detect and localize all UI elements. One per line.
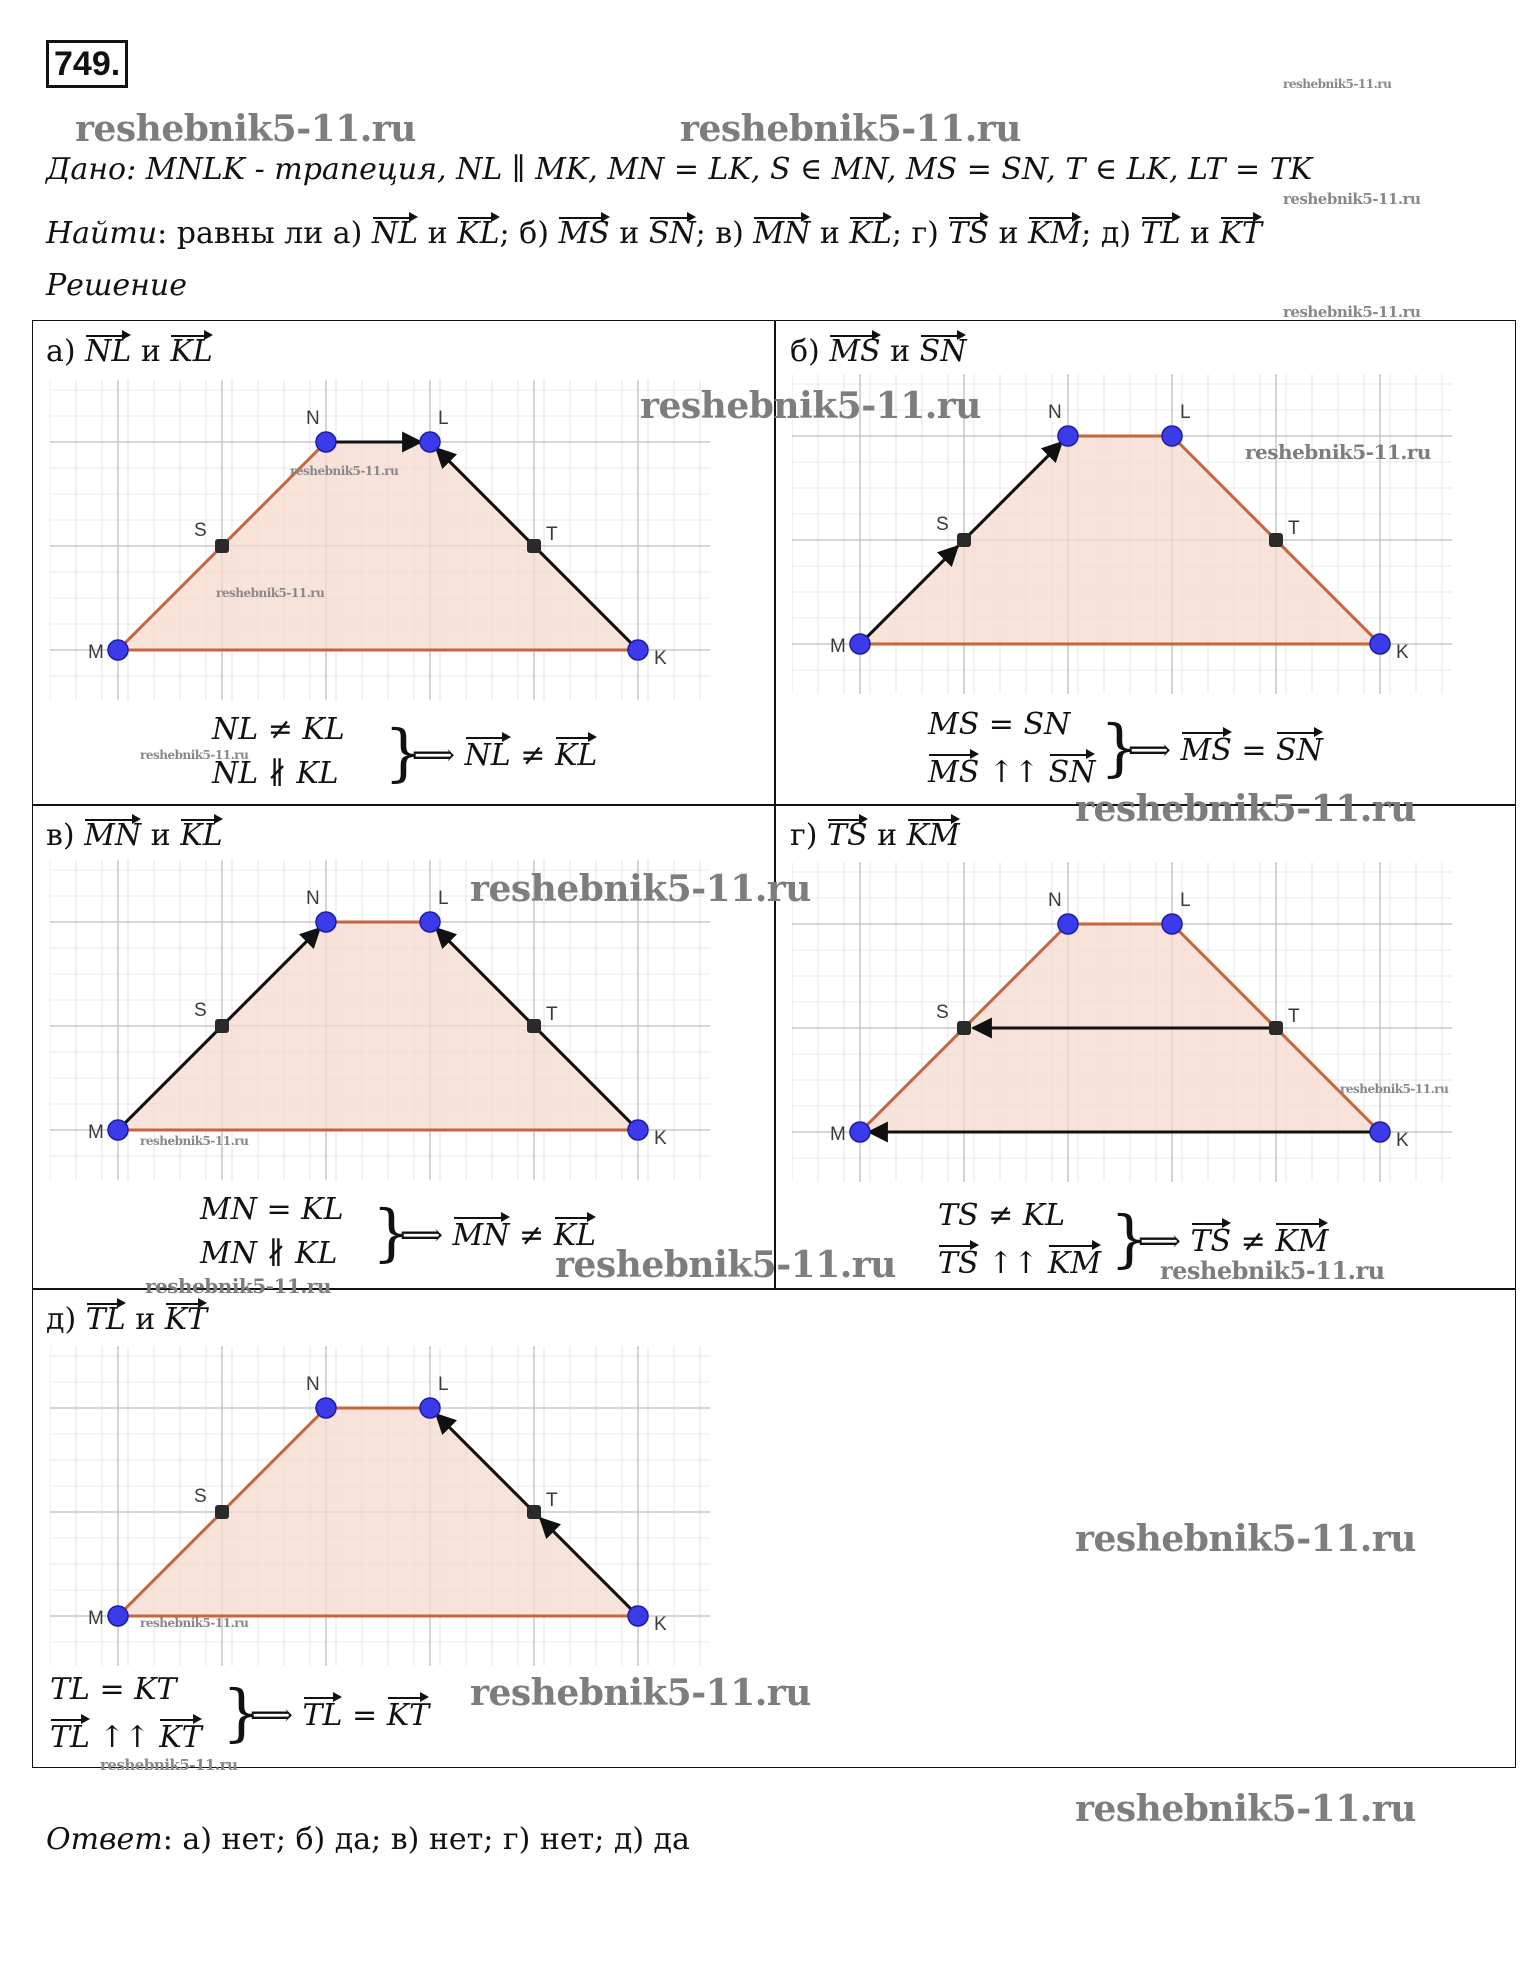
vertex-M xyxy=(108,1606,128,1626)
point-label-S: S xyxy=(936,1002,949,1023)
implies-arrow: ⟹ xyxy=(412,738,465,773)
part-letter: в) xyxy=(46,818,85,853)
part-conj: и xyxy=(125,1302,165,1337)
watermark: reshebnik5-11.ru xyxy=(1340,1082,1449,1096)
vertex-N xyxy=(316,432,336,452)
point-label-S: S xyxy=(194,1486,207,1507)
find-prefix: : равны ли xyxy=(157,216,324,251)
part-conj: и xyxy=(141,818,181,853)
watermark: reshebnik5-11.ru xyxy=(1283,190,1421,208)
part-conj: и xyxy=(131,334,171,369)
point-label-T: T xyxy=(546,524,558,545)
condition-2: MN ∦ KL xyxy=(200,1236,338,1271)
point-label-K: K xyxy=(654,1614,667,1635)
part-e-title xyxy=(46,1298,207,1337)
condition-2 xyxy=(928,749,1095,793)
part-d-title xyxy=(790,814,960,853)
part-conj: и xyxy=(880,334,920,369)
vertex-L xyxy=(420,912,440,932)
condition-1: MN = KL xyxy=(200,1192,344,1227)
part-vector: KM xyxy=(907,814,960,853)
find-item-sep: ; xyxy=(695,216,706,251)
part-letter: б) xyxy=(790,334,830,369)
condition-vector: TS xyxy=(938,1240,979,1284)
point-label-M: M xyxy=(88,1122,104,1143)
figure-d xyxy=(792,862,1452,1182)
point-label-S: S xyxy=(194,1000,207,1021)
result-relation: = xyxy=(1231,733,1277,768)
result-vector: KL xyxy=(554,1212,596,1256)
given-label: Дано xyxy=(46,152,127,187)
point-label-T: T xyxy=(546,1004,558,1025)
condition-vector: KM xyxy=(1048,1240,1101,1284)
point-label-T: T xyxy=(546,1490,558,1511)
find-item-sep: ; xyxy=(1081,216,1092,251)
watermark: reshebnik5-11.ru xyxy=(140,748,249,762)
watermark: reshebnik5-11.ru xyxy=(680,108,1021,150)
condition-relation: ↑↑ xyxy=(89,1720,160,1755)
midpoint-S xyxy=(957,533,971,547)
find-item-vector: KM xyxy=(1028,212,1081,251)
find-item-sep: ; xyxy=(499,216,510,251)
find-item-conj: и xyxy=(1180,216,1220,251)
problem-number: 749. xyxy=(46,40,128,88)
point-label-T: T xyxy=(1288,1006,1300,1027)
point-label-L: L xyxy=(438,408,449,429)
answer-text: : а) нет; б) да; в) нет; г) нет; д) да xyxy=(162,1822,690,1857)
watermark: reshebnik5-11.ru xyxy=(1283,77,1392,91)
watermark: reshebnik5-11.ru xyxy=(75,108,416,150)
part-a-title xyxy=(46,330,213,369)
answer-label: Ответ xyxy=(46,1822,163,1857)
result xyxy=(250,1692,429,1736)
part-vector: SN xyxy=(920,330,967,369)
result-relation: ≠ xyxy=(510,738,555,773)
vertex-N xyxy=(1058,426,1078,446)
point-label-N: N xyxy=(306,408,320,429)
midpoint-S xyxy=(215,539,229,553)
vertex-K xyxy=(1370,634,1390,654)
implies-arrow: ⟹ xyxy=(1138,1224,1191,1259)
point-label-M: M xyxy=(88,1608,104,1629)
midpoint-S xyxy=(215,1019,229,1033)
implies-arrow: ⟹ xyxy=(250,1698,303,1733)
watermark: reshebnik5-11.ru xyxy=(470,868,811,910)
condition-vector: KT xyxy=(159,1714,201,1758)
find-item-letter: в) xyxy=(705,216,754,251)
answer-line xyxy=(46,1822,690,1857)
result xyxy=(412,732,597,776)
result-vector: TL xyxy=(303,1692,343,1736)
result-vector: KT xyxy=(387,1692,429,1736)
part-vector: KT xyxy=(165,1298,207,1337)
midpoint-S xyxy=(215,1505,229,1519)
result-vector: MN xyxy=(453,1212,510,1256)
watermark: reshebnik5-11.ru xyxy=(1075,1788,1416,1830)
condition-2 xyxy=(50,1714,202,1758)
vertex-N xyxy=(316,1398,336,1418)
point-label-N: N xyxy=(306,1374,320,1395)
point-label-M: M xyxy=(830,636,846,657)
find-item-vector: MS xyxy=(558,212,609,251)
figure-a xyxy=(50,380,710,700)
point-label-K: K xyxy=(654,648,667,669)
watermark: reshebnik5-11.ru xyxy=(1283,303,1421,321)
midpoint-T xyxy=(527,1019,541,1033)
midpoint-T xyxy=(527,539,541,553)
vertex-N xyxy=(316,912,336,932)
condition-2: NL ∦ KL xyxy=(212,756,339,791)
brace: } xyxy=(384,716,424,789)
point-label-K: K xyxy=(1396,642,1409,663)
watermark: reshebnik5-11.ru xyxy=(470,1672,811,1714)
watermark: reshebnik5-11.ru xyxy=(1075,1518,1416,1560)
result-vector: KM xyxy=(1275,1218,1328,1262)
vertex-N xyxy=(1058,914,1078,934)
part-letter: а) xyxy=(46,334,86,369)
point-label-M: M xyxy=(88,642,104,663)
point-label-K: K xyxy=(654,1128,667,1149)
part-vector: MS xyxy=(829,330,880,369)
point-label-S: S xyxy=(936,514,949,535)
vertex-K xyxy=(628,1606,648,1626)
condition-1: MS = SN xyxy=(928,707,1071,742)
solution-label: Решение xyxy=(46,268,187,303)
condition-vector: MS xyxy=(928,749,979,793)
watermark: reshebnik5-11.ru xyxy=(555,1244,896,1286)
point-label-L: L xyxy=(1180,890,1191,911)
watermark: reshebnik5-11.ru xyxy=(140,1134,249,1148)
part-letter: г) xyxy=(790,818,827,853)
find-item-vector: SN xyxy=(649,212,696,251)
point-label-S: S xyxy=(194,520,207,541)
midpoint-T xyxy=(1269,1021,1283,1035)
find-item-vector: KL xyxy=(849,212,891,251)
find-item-conj: и xyxy=(988,216,1029,251)
result-relation: ≠ xyxy=(1231,1224,1276,1259)
given-line xyxy=(46,152,1312,187)
point-label-L: L xyxy=(438,1374,449,1395)
condition-relation: ↑↑ xyxy=(978,1246,1048,1281)
part-conj: и xyxy=(867,818,907,853)
vertex-K xyxy=(1370,1122,1390,1142)
vertex-L xyxy=(1162,426,1182,446)
vertex-M xyxy=(108,1120,128,1140)
watermark: reshebnik5-11.ru xyxy=(290,464,399,478)
condition-vector: TL xyxy=(50,1714,90,1758)
result-vector: SN xyxy=(1276,727,1323,771)
find-item-letter: д) xyxy=(1091,216,1141,251)
result-vector: KL xyxy=(555,732,597,776)
point-label-T: T xyxy=(1288,518,1300,539)
brace: } xyxy=(372,1196,412,1269)
point-label-N: N xyxy=(1048,402,1062,423)
point-label-N: N xyxy=(1048,890,1062,911)
brace: } xyxy=(222,1676,262,1749)
implies-arrow: ⟹ xyxy=(400,1218,453,1253)
find-item-sep: ; xyxy=(891,216,902,251)
find-item-letter: г) xyxy=(901,216,949,251)
vertex-K xyxy=(628,640,648,660)
watermark: reshebnik5-11.ru xyxy=(100,1756,238,1774)
result-relation: ≠ xyxy=(509,1218,554,1253)
watermark: reshebnik5-11.ru xyxy=(1160,1256,1385,1285)
vertex-L xyxy=(1162,914,1182,934)
watermark: reshebnik5-11.ru xyxy=(1245,440,1431,464)
find-label: Найти xyxy=(46,216,158,251)
part-b-title xyxy=(790,330,966,369)
part-vector: TS xyxy=(827,814,868,853)
point-label-N: N xyxy=(306,888,320,909)
point-label-L: L xyxy=(1180,402,1191,423)
find-item-vector: TL xyxy=(1141,212,1181,251)
find-item-conj: и xyxy=(810,216,850,251)
vertex-L xyxy=(420,1398,440,1418)
midpoint-T xyxy=(1269,533,1283,547)
condition-relation: ↑↑ xyxy=(979,755,1049,790)
condition-2 xyxy=(938,1240,1101,1284)
vertex-M xyxy=(850,1122,870,1142)
midpoint-S xyxy=(957,1021,971,1035)
part-vector: KL xyxy=(170,330,212,369)
part-c-title xyxy=(46,814,223,853)
find-item-conj: и xyxy=(418,216,458,251)
condition-vector: SN xyxy=(1049,749,1096,793)
vertex-M xyxy=(850,634,870,654)
point-label-K: K xyxy=(1396,1130,1409,1151)
result-relation: = xyxy=(342,1698,387,1733)
find-item-vector: TS xyxy=(948,212,989,251)
vertex-M xyxy=(108,640,128,660)
point-label-L: L xyxy=(438,888,449,909)
find-item-letter: б) xyxy=(509,216,559,251)
implies-arrow: ⟹ xyxy=(1128,733,1181,768)
watermark: reshebnik5-11.ru xyxy=(145,1274,331,1298)
watermark: reshebnik5-11.ru xyxy=(1075,788,1416,830)
condition-1: TL = KT xyxy=(50,1672,177,1707)
midpoint-T xyxy=(527,1505,541,1519)
result-vector: NL xyxy=(465,732,511,776)
vertex-L xyxy=(420,432,440,452)
find-item-vector: KL xyxy=(457,212,499,251)
watermark: reshebnik5-11.ru xyxy=(640,385,981,427)
condition-1: TS ≠ KL xyxy=(938,1198,1066,1233)
find-item-vector: KT xyxy=(1220,212,1262,251)
result xyxy=(1128,727,1323,771)
find-line xyxy=(46,212,1262,251)
watermark: reshebnik5-11.ru xyxy=(140,1616,249,1630)
brace: } xyxy=(1110,1202,1150,1275)
part-vector: NL xyxy=(85,330,131,369)
find-item-conj: и xyxy=(609,216,649,251)
condition-1: NL ≠ KL xyxy=(212,712,345,747)
result-vector: MS xyxy=(1181,727,1232,771)
find-item-letter: а) xyxy=(332,216,372,251)
part-letter: д) xyxy=(46,1302,86,1337)
part-vector: KL xyxy=(180,814,222,853)
vertex-K xyxy=(628,1120,648,1140)
part-vector: TL xyxy=(86,1298,126,1337)
given-text: : MNLK - трапеция, NL ∥ MK, MN = LK, S ∈ MN, MS = SN, T ∈ LK, LT = TK xyxy=(126,152,1313,187)
watermark: reshebnik5-11.ru xyxy=(216,586,325,600)
find-item-vector: NL xyxy=(372,212,418,251)
find-item-vector: MN xyxy=(753,212,810,251)
brace: } xyxy=(1100,711,1140,784)
part-vector: MN xyxy=(84,814,141,853)
point-label-M: M xyxy=(830,1124,846,1145)
result-vector: TS xyxy=(1191,1218,1232,1262)
